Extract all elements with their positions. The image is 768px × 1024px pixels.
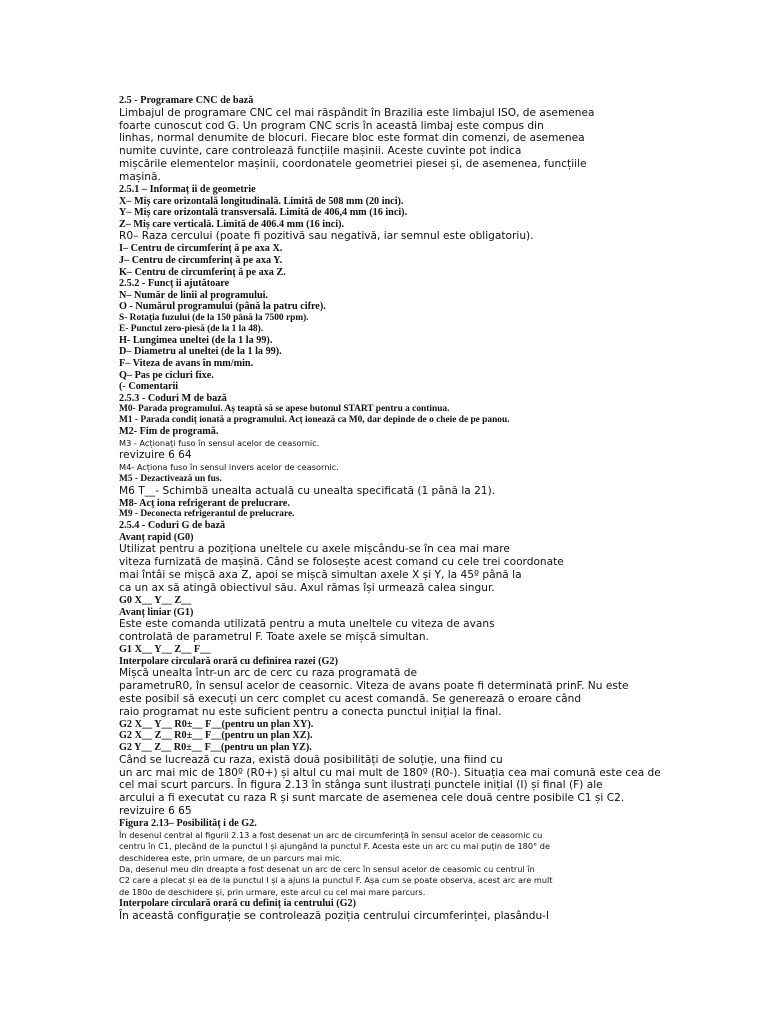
heading-line: 2.5 - Programare CNC de bază (119, 95, 254, 106)
text-line: parametruR0, în sensul acelor de ceasornic. Viteza de avans poate fi determinată prinF. Nu este (119, 680, 629, 693)
heading-line: M8- Acț iona refrigerant de prelucrare. (119, 497, 290, 509)
heading-line: M2- Fim de programă. (119, 426, 219, 438)
text-line: centru în C1, plecând de la punctul I și ajungând la punctul F. Acesta este un arc cu mai puțin de 180° de (119, 841, 551, 852)
text-line: Mișcă unealta într-un arc de cerc cu raza programată de (119, 667, 418, 680)
heading-line: G2 Y__ Z__ R0±__ F__(pentru un plan YZ). (119, 742, 312, 754)
heading-line: E- Punctul zero-piesă (de la 1 la 48). (119, 323, 264, 334)
text-line: arcului a fi executat cu raza R și sunt marcate de asemenea cele două centre posibile C1 și C2. (119, 792, 625, 805)
heading-line: 2.5.3 - Coduri M de bază (119, 392, 227, 404)
text-line: M4- Acționa fuso în sensul invers acelor de ceasornic. (119, 462, 339, 473)
heading-line: 2.5.2 - Funcț ii ajutătoare (119, 278, 230, 290)
heading-line: G1 X__ Y__ Z__ F__ (119, 644, 211, 656)
text-line: numite cuvinte, care controlează funcțiile mașinii. Aceste cuvinte pot indica (119, 145, 522, 158)
text-line: deschiderea este, prin urmare, de un parcurs mai mic. (119, 852, 343, 863)
heading-line: S- Rotația fuzului (de la 150 până la 7500 rpm). (119, 312, 309, 323)
text-line: Când se lucrează cu raza, există două posibilități de soluție, una fiind cu (119, 753, 503, 766)
heading-line: X– Miș care orizontală longitudinală. Limită de 508 mm (20 inci). (119, 195, 404, 207)
heading-line: Q– Pas pe cicluri fixe. (119, 369, 214, 381)
text-line: C2 care a plecat și ea de la punctul I și a ajuns la punctul F. Așa cum se poate observa, acest arc are mult (119, 875, 553, 886)
text-line: În desenul central al figurii 2.13 a fost desenat un arc de circumferință în sensul acelor de ceasornic cu (119, 829, 543, 840)
heading-line: M1 - Parada condiț ionată a programului. Acț ionează ca M0, dar depinde de o cheie de pe panou. (119, 415, 510, 426)
heading-line: 2.5.1 – Informaț ii de geometrie (119, 184, 256, 196)
text-line: linhas, normal denumite de blocuri. Fiecare bloc este format din comenzi, de asemenea (119, 132, 585, 145)
heading-line: D– Diametru al uneltei (de la 1 la 99). (119, 346, 282, 358)
heading-line: G2 X__ Y__ R0±__ F__(pentru un plan XY). (119, 718, 314, 730)
text-line: Da, desenul meu din dreapta a fost desenat un arc de cerc în sensul acelor de ceasomic cu centrul în (119, 864, 535, 874)
text-line: Este este comanda utilizată pentru a muta uneltele cu viteza de avans (119, 618, 495, 631)
text-line: mai întâi se mișcă axa Z, apoi se mișcă simultan axele X și Y, la 45º până la (119, 569, 522, 582)
heading-line: Y– Miș care orizontală transversală. Limită de 406,4 mm (16 inci). (119, 207, 408, 219)
text-line: cel mai scurt parcurs. În figura 2.13 în stânga sunt ilustrați punctele inițial (I) și final (F) ale (119, 779, 603, 792)
text-line: M3 - Acționați fuso în sensul acelor de ceasornic. (119, 438, 320, 449)
text-line: foarte cunoscut cod G. Un program CNC scris în această limbaj este compus din (119, 119, 544, 132)
text-line: un arc mai mic de 180º (R0+) și altul cu mai mult de 180º (R0-). Situația cea mai comună este cea de (119, 766, 661, 779)
text-line: controlată de parametrul F. Toate axele se mișcă simultan. (119, 631, 429, 644)
heading-line: Interpolare circulară orară cu definiț ia centrului (G2) (119, 898, 357, 910)
text-line: mașină. (119, 171, 161, 184)
text-line: Utilizat pentru a poziționa uneltele cu axele mișcându-se în cea mai mare (119, 543, 510, 556)
text-line: de 180o de deschidere și, prin urmare, este arcul cu cel mai mare parcurs. (119, 886, 426, 897)
heading-line: G0 X__ Y__ Z__ (119, 595, 192, 607)
heading-line: Z– Miș care verticală. Limită de 406.4 mm (16 inci). (119, 218, 345, 230)
text-line: este posibil să execuți un cerc complet cu acest comandă. Se generează o eroare când (119, 693, 582, 706)
heading-line: M0- Parada programului. Aș teaptă să se apese butonul START pentru a continua. (119, 404, 450, 415)
text-line: R0– Raza cercului (poate fi pozitivă sau negativă, iar semnul este obligatoriu). (119, 230, 534, 243)
text-line: Limbajul de programare CNC cel mai răspândit în Brazilia este limbajul ISO, de asemenea (119, 106, 595, 119)
text-line: În această configurație se controlează poziția centrului circumferinței, plasându-l (119, 909, 549, 922)
heading-line: O - Numărul programului (până la patru cifre). (119, 301, 326, 313)
heading-line: Avanț liniar (G1) (119, 606, 194, 618)
heading-line: 2.5.4 - Coduri G de bază (119, 520, 226, 532)
heading-line: K– Centru de circumferinț ă pe axa Z. (119, 266, 286, 278)
heading-line: M5 - Dezactivează un fus. (119, 473, 222, 484)
heading-line: H- Lungimea uneltei (de la 1 la 99). (119, 334, 273, 346)
heading-line: G2 X__ Z__ R0±__ F__(pentru un plan XZ). (119, 730, 313, 742)
document-body (119, 95, 661, 923)
heading-line: Figura 2.13– Posibilităț i de G2. (119, 818, 257, 830)
heading-line: Avanț rapid (G0) (119, 531, 194, 543)
heading-line: N– Număr de linii al programului. (119, 289, 269, 301)
heading-line: I– Centru de circumferinț ă pe axa X. (119, 243, 283, 255)
text-line: revizuire 6 64 (119, 449, 192, 462)
heading-line: J– Centru de circumferinț ă pe axa Y. (119, 254, 283, 266)
text-line: revizuire 6 65 (119, 805, 192, 818)
text-line: M6 T__- Schimbă unealta actuală cu unealta specificată (1 până la 21). (119, 484, 496, 497)
heading-line: (- Comentarii (119, 381, 179, 393)
text-line: viteza furnizată de mașină. Când se folosește acest comand cu cele trei coordonate (119, 556, 564, 569)
heading-line: F– Viteza de avans în mm/min. (119, 358, 254, 370)
heading-line: M9 - Deconecta refrigerantul de prelucrare. (119, 509, 295, 520)
text-line: ca un ax să atingă obiectivul său. Axul rămas își urmează calea singur. (119, 582, 495, 595)
heading-line: Interpolare circulară orară cu definirea razei (G2) (119, 655, 338, 667)
text-line: mișcările elementelor mașinii, coordonatele geometriei piesei și, de asemenea, funcțiile (119, 158, 587, 171)
text-line: raio programat nu este suficient pentru a conecta punctul inițial la final. (119, 705, 502, 718)
